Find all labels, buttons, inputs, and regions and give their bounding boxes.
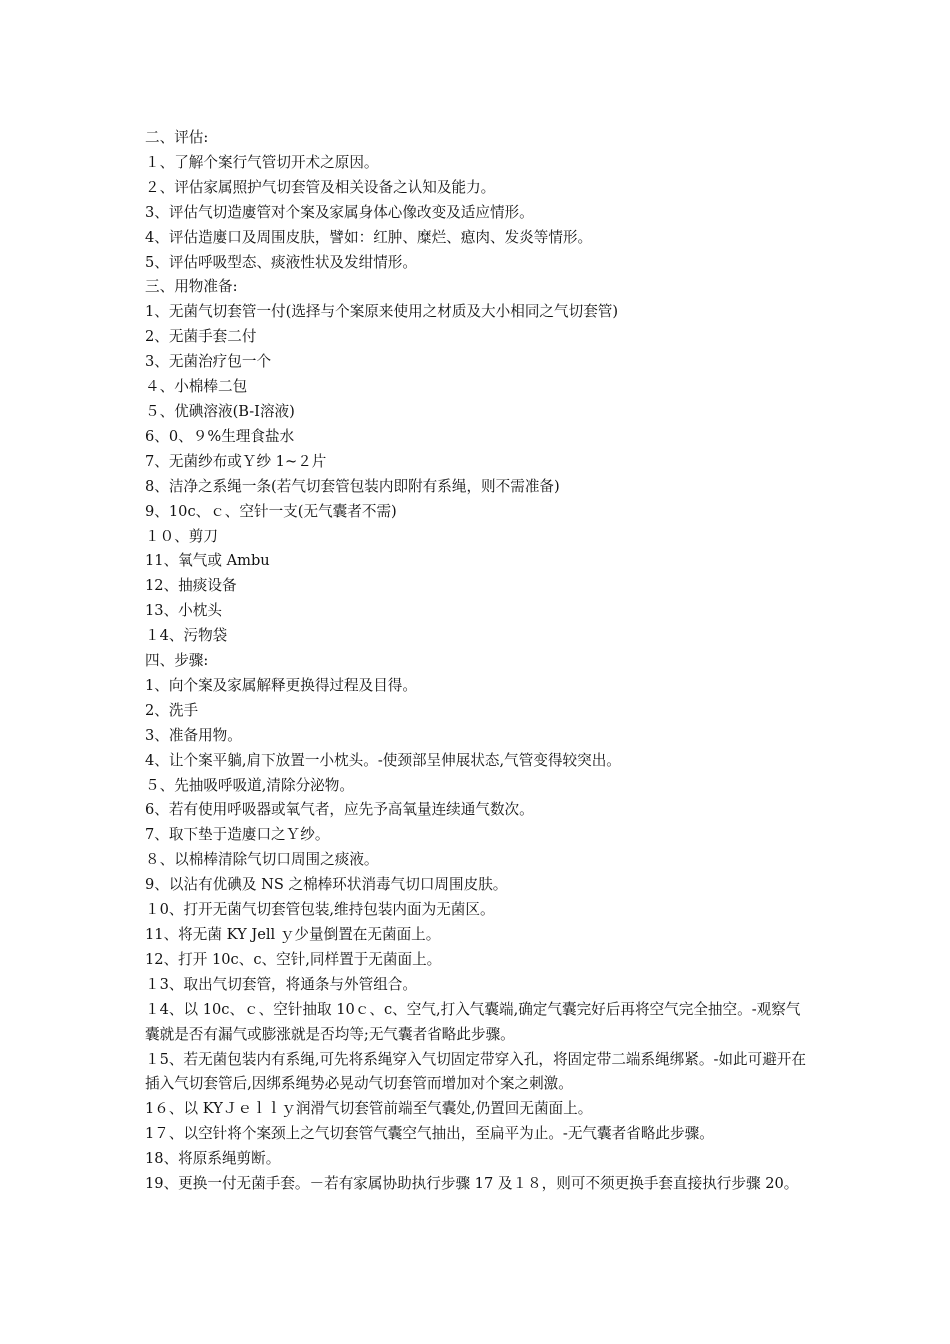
list-item: 18、将原系绳剪断。 [145, 1150, 281, 1168]
list-item: 4、让个案平躺,肩下放置一小枕头。-使颈部呈伸展状态,气管变得较突出。 [145, 751, 621, 769]
list-item: 4、评估造廔口及周围皮肤，譬如：红肿、糜烂、瘜肉、发炎等情形。 [145, 228, 593, 246]
list-item: 13、小枕头 [145, 602, 222, 620]
list-item: 12、抽痰设备 [145, 577, 237, 595]
list-item: 9、10c、ｃ、空针一支(无气囊者不需) [145, 502, 397, 520]
list-item: 1、向个案及家属解释更换得过程及目得。 [145, 676, 417, 694]
list-item: 6、若有使用呼吸器或氧气者，应先予高氧量连续通气数次。 [145, 801, 534, 819]
list-item: 6、0、９%生理食盐水 [145, 427, 295, 445]
list-item: １4、污物袋 [145, 627, 228, 645]
list-item: 12、打开 10c、c、空针,同样置于无菌面上。 [145, 950, 442, 968]
list-item: 1、无菌气切套管一付(选择与个案原来使用之材质及大小相同之气切套管) [145, 303, 619, 321]
section-heading-supplies: 三、用物准备: [145, 278, 238, 296]
list-item: ５、优碘溶液(B-Ⅰ溶液) [145, 402, 295, 420]
list-item: 3、评估气切造廔管对个案及家属身体心像改变及适应情形。 [145, 203, 534, 221]
list-item: 3、无菌治疗包一个 [145, 353, 272, 371]
list-item: ２、评估家属照护气切套管及相关设备之认知及能力。 [145, 178, 496, 196]
list-item: 2、无菌手套二付 [145, 328, 257, 346]
list-item: 5、评估呼吸型态、痰液性状及发绀情形。 [145, 253, 417, 271]
list-item: 7、取下垫于造廔口之Ｙ纱。 [145, 826, 330, 844]
list-item: １5、若无菌包装内有系绳,可先将系绳穿入气切固定带穿入孔，将固定带二端系绳绑紧。-如此可避开在插入气切套管后,因绑系绳势必晃动气切套管而增加对个案之刺激。 [145, 1050, 806, 1093]
list-item: 1７、以空针将个案颈上之气切套管气囊空气抽出，至扁平为止。-无气囊者省略此步骤。 [145, 1125, 714, 1143]
list-item: 8、洁净之系绳一条(若气切套管包装内即附有系绳，则不需准备) [145, 477, 560, 495]
list-item: 11、将无菌 KY Jell ｙ少量倒置在无菌面上。 [145, 926, 441, 943]
list-item: 3、准备用物。 [145, 726, 242, 744]
list-item: １3、取出气切套管，将通条与外管组合。 [145, 975, 417, 993]
list-item: 2、洗手 [145, 701, 199, 719]
list-item: ５、先抽吸呼吸道,清除分泌物。 [145, 776, 354, 794]
list-item: １０、剪刀 [145, 527, 218, 545]
list-item: 1６、以 KYＪｅｌｌｙ润滑气切套管前端至气囊处,仍置回无菌面上。 [145, 1100, 593, 1118]
list-item: 11、氧气或 Ambu [145, 552, 270, 570]
list-item: １0、打开无菌气切套管包装,维持包装内面为无菌区。 [145, 901, 495, 919]
section-heading-assessment: 二、评估: [145, 129, 209, 146]
list-item: ８、以棉棒清除气切口周围之痰液。 [145, 851, 379, 869]
list-item: 19、更换一付无菌手套。－若有家属协助执行步骤 17 及１８，则可不须更换手套直接执行步骤 20。 [145, 1175, 799, 1193]
document-body [145, 126, 810, 1197]
section-heading-steps: 四、步骤: [145, 652, 209, 670]
list-item: ４、小棉棒二包 [145, 378, 248, 396]
list-item: １4、以 10c、ｃ、空针抽取 10ｃ、c、空气,打入气囊端,确定气囊完好后再将空气完全抽空。-观察气囊就是否有漏气或膨涨就是否均等;无气囊者省略此步骤。 [145, 1000, 801, 1043]
list-item: １、了解个案行气管切开术之原因。 [145, 153, 379, 171]
list-item: 9、以沾有优碘及 NS 之棉棒环状消毒气切口周围皮肤。 [145, 876, 508, 894]
list-item: 7、无菌纱布或Ｙ纱 1~２片 [145, 452, 327, 470]
